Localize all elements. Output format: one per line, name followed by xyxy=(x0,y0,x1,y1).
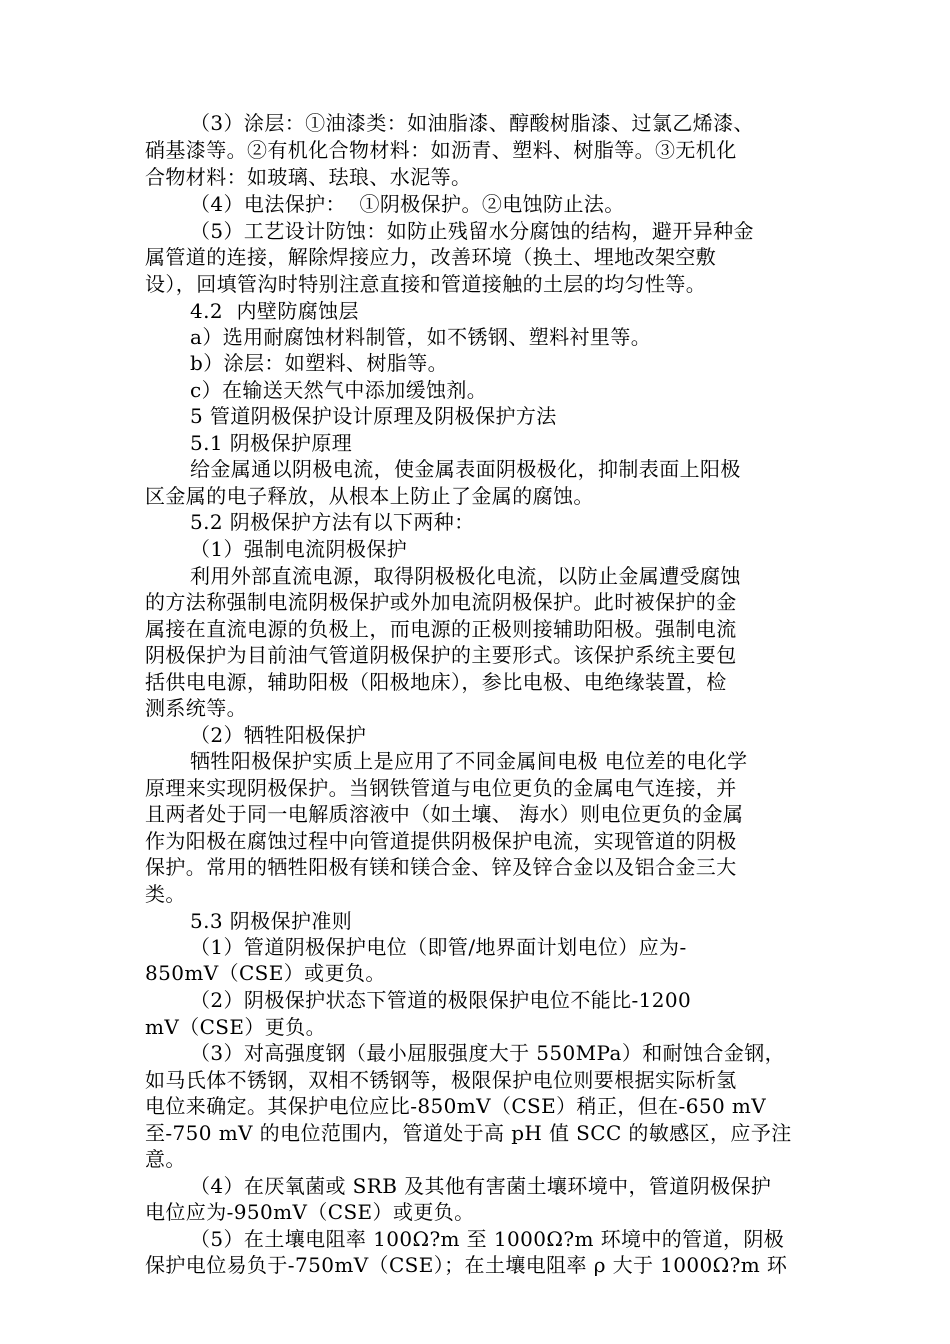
text-line: （1）管道阴极保护电位（即管/地界面计划电位）应为- xyxy=(190,935,687,959)
text-line: b）涂层：如塑料、树脂等。 xyxy=(190,351,449,375)
text-line: 硝基漆等。②有机化合物材料：如沥青、塑料、树脂等。③无机化 xyxy=(145,138,737,162)
text-line: （4）电法保护： ①阴极保护。②电蚀防止法。 xyxy=(190,192,625,216)
text-line: 括供电电源，辅助阳极（阳极地床），参比电极、电绝缘装置，检 xyxy=(145,670,727,694)
text-line: 意。 xyxy=(145,1147,186,1171)
text-line: 阴极保护为目前油气管道阴极保护的主要形式。该保护系统主要包 xyxy=(145,643,737,667)
text-line: 5.1 阴极保护原理 xyxy=(190,431,353,455)
text-line: 850mV（CSE）或更负。 xyxy=(145,961,386,985)
text-line: （2）牺牲阳极保护 xyxy=(190,723,367,747)
text-line: 的方法称强制电流阴极保护或外加电流阴极保护。此时被保护的金 xyxy=(145,590,737,614)
text-line: 5 管道阴极保护设计原理及阴极保护方法 xyxy=(190,404,557,428)
text-line: 5.3 阴极保护准则 xyxy=(190,909,353,933)
text-line: mV（CSE）更负。 xyxy=(145,1015,327,1039)
text-line: 属管道的连接，解除焊接应力，改善环境（换土、埋地改架空敷 xyxy=(145,245,717,269)
text-line: 5.2 阴极保护方法有以下两种： xyxy=(190,510,475,534)
text-line: （4）在厌氧菌或 SRB 及其他有害菌土壤环境中，管道阴极保护 xyxy=(190,1174,772,1198)
text-line: 保护。常用的牺牲阳极有镁和镁合金、锌及锌合金以及铝合金三大 xyxy=(145,855,737,879)
text-line: 属接在直流电源的负极上，而电源的正极则接辅助阳极。强制电流 xyxy=(145,617,737,641)
text-line: 利用外部直流电源，取得阴极极化电流，以防止金属遭受腐蚀 xyxy=(190,564,741,588)
text-line: 测系统等。 xyxy=(145,696,247,720)
text-line: 且两者处于同一电解质溶液中（如土壤、 海水）则电位更负的金属 xyxy=(145,802,744,826)
text-line: 如马氏体不锈钢，双相不锈钢等，极限保护电位则要根据实际析氢 xyxy=(145,1068,737,1092)
text-line: 区金属的电子释放，从根本上防止了金属的腐蚀。 xyxy=(145,484,594,508)
text-line: （5）工艺设计防蚀：如防止残留水分腐蚀的结构，避开异种金 xyxy=(190,219,754,243)
text-line: 给金属通以阴极电流，使金属表面阴极极化，抑制表面上阳极 xyxy=(190,457,741,481)
text-line: 4.2 内壁防腐蚀层 xyxy=(190,299,359,323)
text-line: 合物材料：如玻璃、珐琅、水泥等。 xyxy=(145,165,472,189)
text-line: 原理来实现阴极保护。当钢铁管道与电位更负的金属电气连接，并 xyxy=(145,776,737,800)
text-line: （5）在土壤电阻率 100Ω?m 至 1000Ω?m 环境中的管道，阴极 xyxy=(190,1227,785,1251)
text-line: 设），回填管沟时特别注意直接和管道接触的土层的均匀性等。 xyxy=(145,272,707,296)
text-line: （1）强制电流阴极保护 xyxy=(190,537,408,561)
text-line: 保护电位易负于-750mV（CSE）；在土壤电阻率 ρ 大于 1000Ω?m 环 xyxy=(145,1253,788,1277)
text-line: 牺牲阳极保护实质上是应用了不同金属间电极 电位差的电化学 xyxy=(190,749,748,773)
text-line: （2）阴极保护状态下管道的极限保护电位不能比-1200 xyxy=(190,988,692,1012)
text-line: 电位来确定。其保护电位应比-850mV（CSE）稍正，但在-650 mV xyxy=(145,1094,767,1118)
text-line: 至-750 mV 的电位范围内，管道处于高 pH 值 SCC 的敏感区，应予注 xyxy=(145,1121,792,1145)
text-line: c）在输送天然气中添加缓蚀剂。 xyxy=(190,378,488,402)
text-line: （3）涂层：①油漆类：如油脂漆、醇酸树脂漆、过氯乙烯漆、 xyxy=(190,111,754,135)
text-line: 电位应为-950mV（CSE）或更负。 xyxy=(145,1200,475,1224)
text-line: 类。 xyxy=(145,882,186,906)
text-line: a）选用耐腐蚀材料制管，如不锈钢、塑料衬里等。 xyxy=(190,325,652,349)
text-line: （3）对高强度钢（最小屈服强度大于 550MPa）和耐蚀合金钢， xyxy=(190,1041,786,1065)
text-line: 作为阳极在腐蚀过程中向管道提供阴极保护电流，实现管道的阴极 xyxy=(145,829,737,853)
